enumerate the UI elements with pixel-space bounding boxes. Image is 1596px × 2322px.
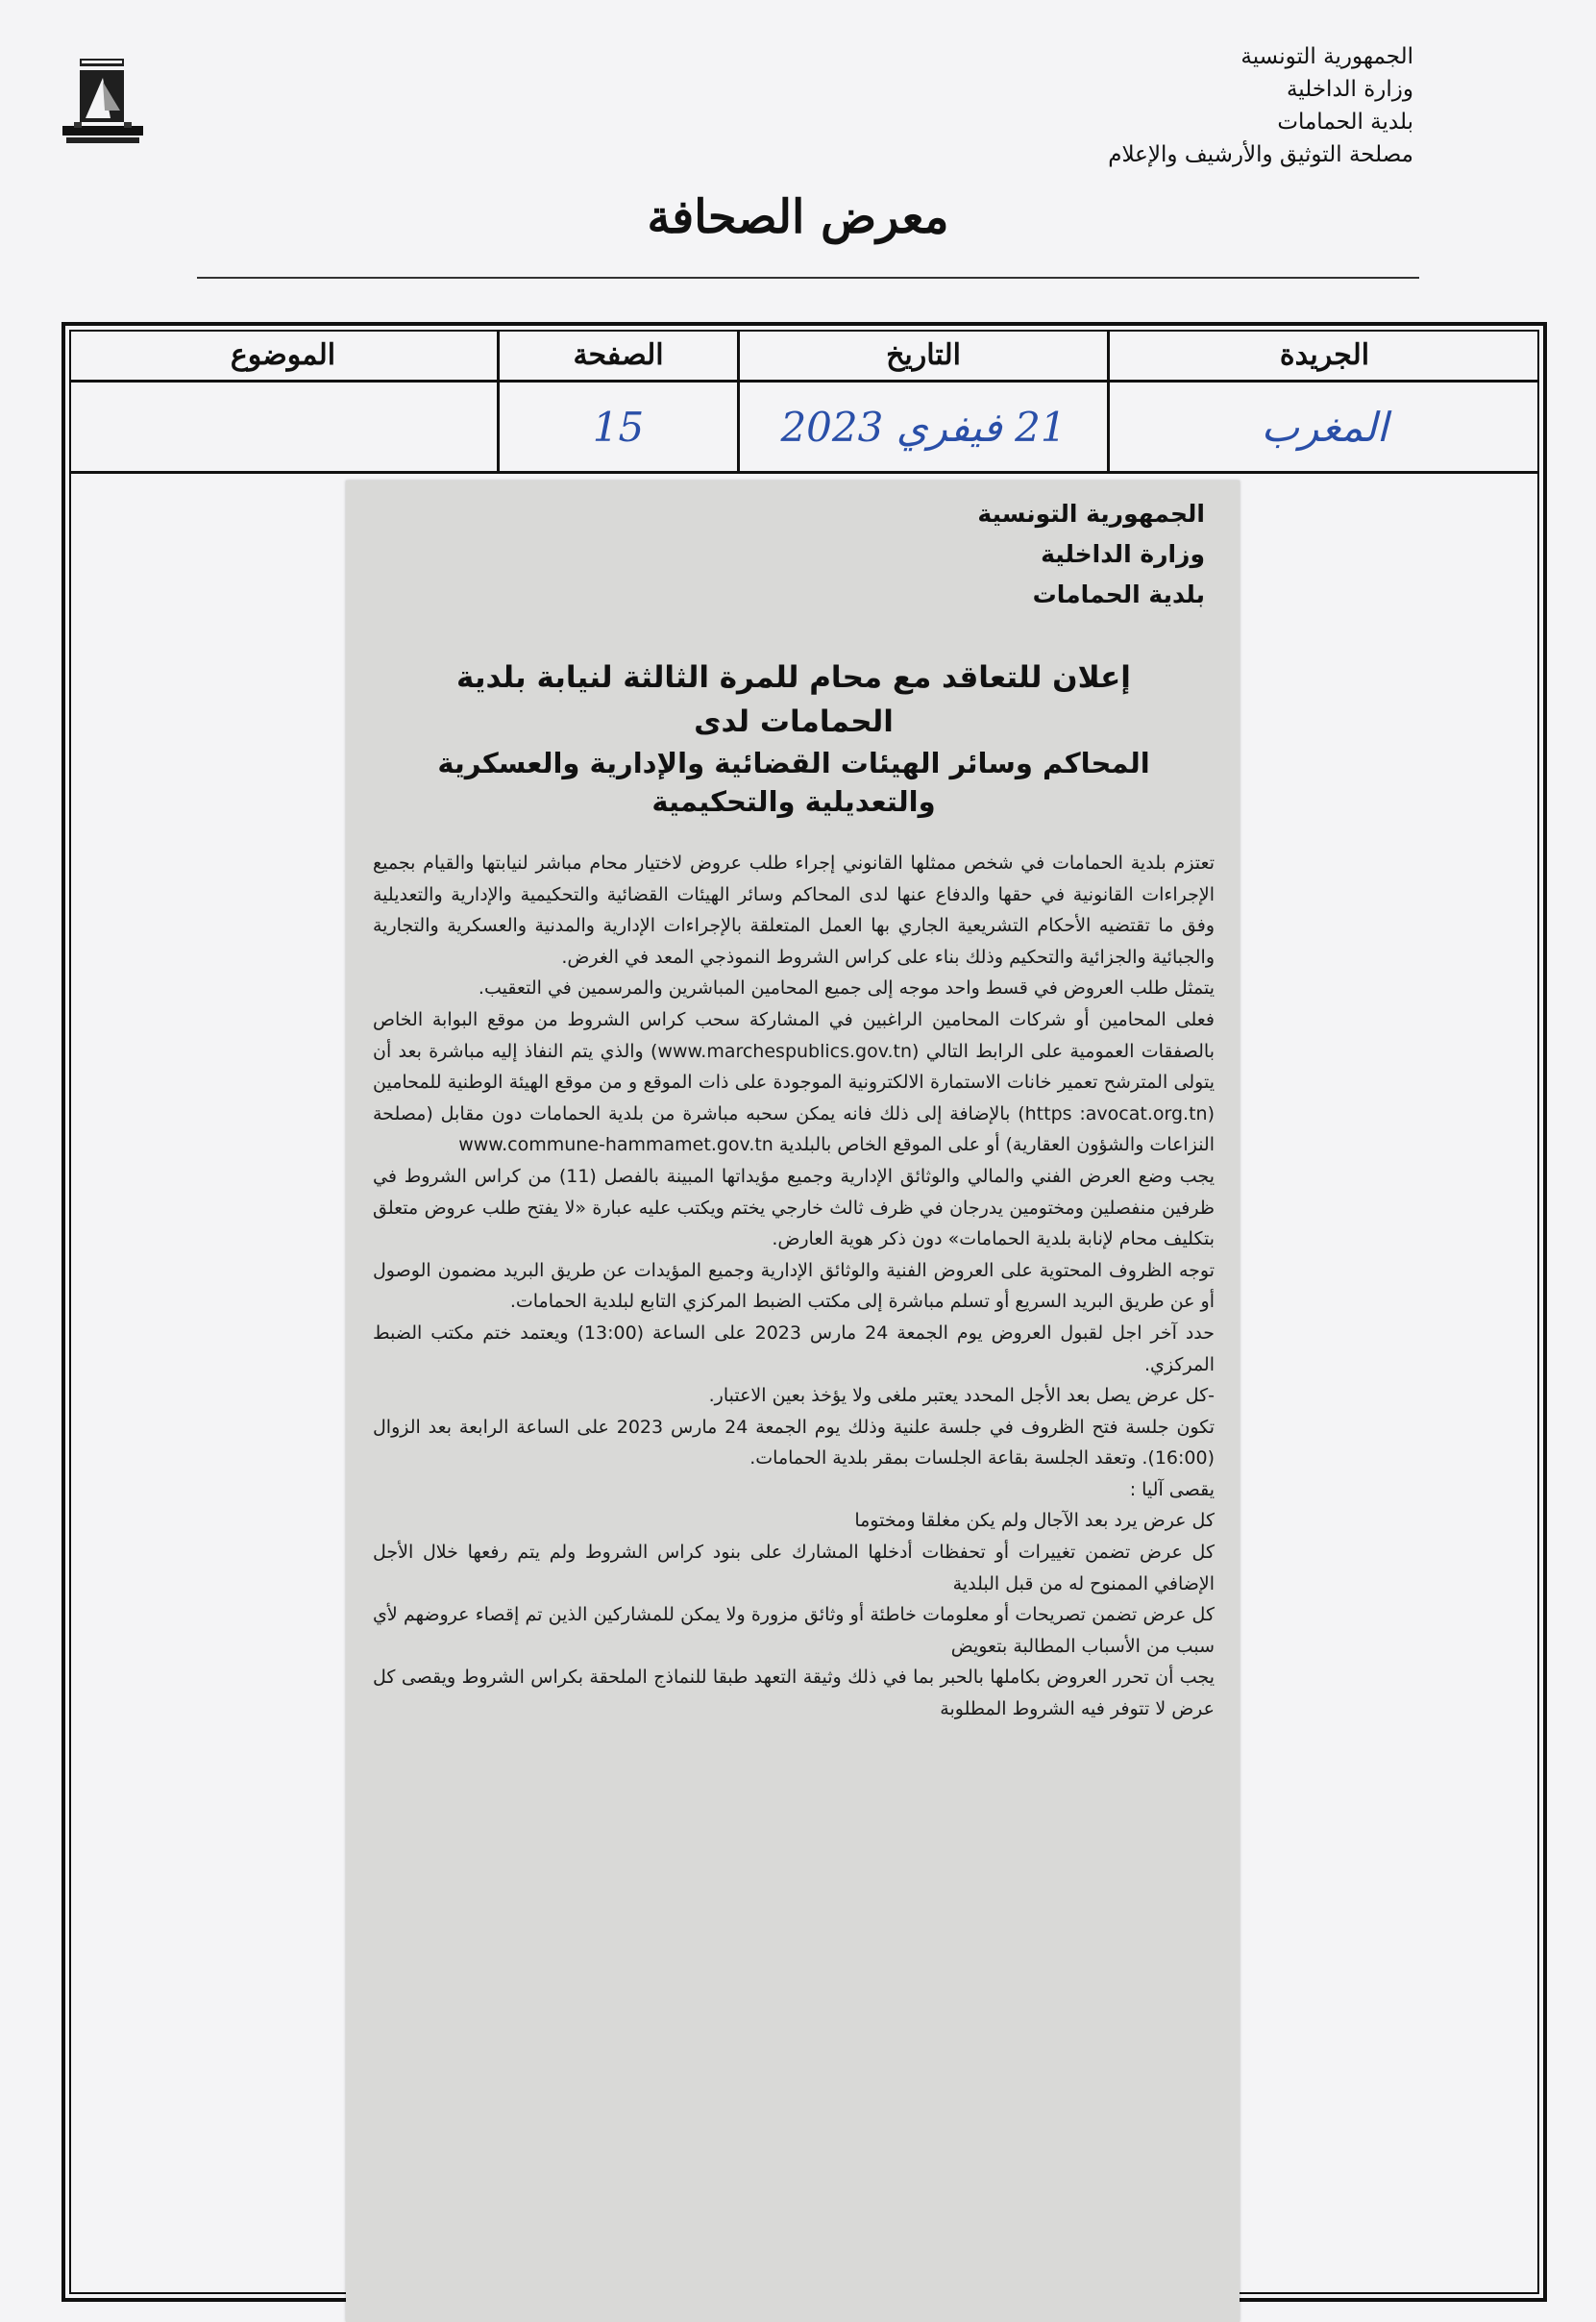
clipping-paragraph: فعلى المحامين أو شركات المحامين الراغبين في المشاركة سحب كراس الشروط من موقع البوابة الخاص بالصفقات العمومية على الرابط التالي (www.marchespublics.gov.tn) والذي يتم النفاذ إليه مباشرة بعد أن يتولى المترشح تعمير خانات الاستمارة الالكترونية الموجودة على ذات الموقع و من موقع الهيئة الوطنية للمحامين (https :avocat.org.tn) بالإضافة إلى ذلك فانه يمكن سحبه مباشرة من بلدية الحمامات دون مقابل (مصلحة النزاعات والشؤون العقارية) أو على الموقع الخاص بالبلدية www.commune-hammamet.gov.tn <box>373 1008 1215 1156</box>
header-org-line: مصلحة التوثيق والأرشيف والإعلام <box>1108 142 1413 167</box>
clipping-title-line: والتعديلية والتحكيمية <box>651 785 936 818</box>
clipping-title-line: الحمامات لدى <box>694 704 894 739</box>
clipping-paragraph: يقصى آليا : <box>1129 1478 1215 1500</box>
newspaper-clipping <box>346 481 1240 2322</box>
clipping-title-line: المحاكم وسائر الهيئات القضائية والإدارية والعسكرية <box>437 747 1150 779</box>
header-newspaper: الجريدة <box>1107 330 1539 383</box>
value-subject <box>69 383 497 474</box>
header-date: التاريخ <box>737 330 1107 383</box>
municipality-logo <box>53 53 154 154</box>
value-page: 15 <box>497 383 737 474</box>
clipping-paragraph: يتمثل طلب العروض في قسط واحد موجه إلى جميع المحامين المباشرين والمرسمين في التعقيب. <box>478 977 1215 1000</box>
clipping-paragraph: يجب وضع العرض الفني والمالي والوثائق الإدارية وجميع مؤيداتها المبينة بالفصل (11) من كراس الشروط في ظرفين منفصلين ومختومين يدرجان في ظرف ثالث خارجي يختم ويكتب عليه عبارة «لا يفتح طلب عروض متعلق بتكليف محام لإنابة بلدية الحمامات» دون ذكر هوية العارض. <box>373 1165 1215 1250</box>
header-page: الصفحة <box>497 330 737 383</box>
clipping-title-line: إعلان للتعاقد مع محام للمرة الثالثة لنيابة بلدية <box>456 660 1131 695</box>
header-org-line: الجمهورية التونسية <box>1240 44 1413 69</box>
clipping-org-line: الجمهورية التونسية <box>977 500 1205 528</box>
press-info-table <box>69 330 1539 474</box>
header-org-line: بلدية الحمامات <box>1277 110 1413 135</box>
clipping-body <box>373 848 1215 1725</box>
clipping-paragraph: تعتزم بلدية الحمامات في شخص ممثلها القانوني إجراء طلب عروض لاختيار محام مباشر لنيابتها والقيام بجميع الإجراءات القانونية في حقها والدفاع عنها لدى المحاكم وسائر الهيئات القضائية والتحكيمية والإدارية والتعديلية وفق ما تقتضيه الأحكام التشريعية الجاري بها العمل المتعلقة بالإجراءات الإدارية والمدنية والعسكرية والتجارية والجبائية والجزائية والتحكيم وذلك بناء على كراس الشروط النموذجي المعد في الغرض. <box>373 852 1215 968</box>
clipping-paragraph: كل عرض يرد بعد الآجال ولم يكن مغلقا ومختوما <box>854 1510 1215 1532</box>
clipping-paragraph: توجه الظروف المحتوية على العروض الفنية والوثائق الإدارية وجميع المؤيدات عن طريق البريد مضمون الوصول أو عن طريق البريد السريع أو تسلم مباشرة إلى مكتب الضبط المركزي التابع لبلدية الحمامات. <box>373 1259 1215 1313</box>
header-org-line: وزارة الداخلية <box>1286 77 1413 102</box>
clipping-paragraph: يجب أن تحرر العروض بكاملها بالحبر بما في ذلك وثيقة التعهد طبقا للنماذج الملحقة بكراس الشروط ويقصى كل عرض لا تتوفر فيه الشروط المطلوبة <box>373 1667 1215 1720</box>
value-newspaper: المغرب <box>1107 383 1539 474</box>
header-organization <box>1108 40 1413 171</box>
clipping-paragraph: كل عرض تضمن تصريحات أو معلومات خاطئة أو وثائق مزورة ولا يمكن للمشاركين الذين تم إقصاء عروضهم لأي سبب من الأسباب المطالبة بتعويض <box>373 1604 1215 1657</box>
clipping-paragraph: تكون جلسة فتح الظروف في جلسة علنية وذلك يوم الجمعة 24 مارس 2023 على الساعة الرابعة بعد الزوال (16:00). وتعقد الجلسة بقاعة الجلسات بمقر بلدية الحمامات. <box>373 1416 1215 1470</box>
clipping-paragraph: كل عرض تضمن تغييرات أو تحفظات أدخلها المشارك على بنود كراس الشروط ولم يتم رفعها خلال الأجل الإضافي الممنوح له من قبل البلدية <box>373 1542 1215 1594</box>
clipping-paragraph: حدد آخر اجل لقبول العروض يوم الجمعة 24 مارس 2023 على الساعة (13:00) ويعتمد ختم مكتب الضبط المركزي. <box>373 1322 1215 1375</box>
clipping-organization <box>373 494 1215 615</box>
title-divider <box>197 277 1419 279</box>
header-subject: الموضوع <box>69 330 497 383</box>
value-date: 21 فيفري 2023 <box>737 383 1107 474</box>
clipping-paragraph: -كل عرض يصل بعد الأجل المحدد يعتبر ملغى ولا يؤخذ بعين الاعتبار. <box>708 1385 1215 1407</box>
clipping-org-line: وزارة الداخلية <box>1041 540 1205 568</box>
clipping-org-line: بلدية الحمامات <box>1032 580 1205 608</box>
page-title: معرض الصحافة <box>647 190 949 244</box>
clipping-title <box>373 655 1215 821</box>
